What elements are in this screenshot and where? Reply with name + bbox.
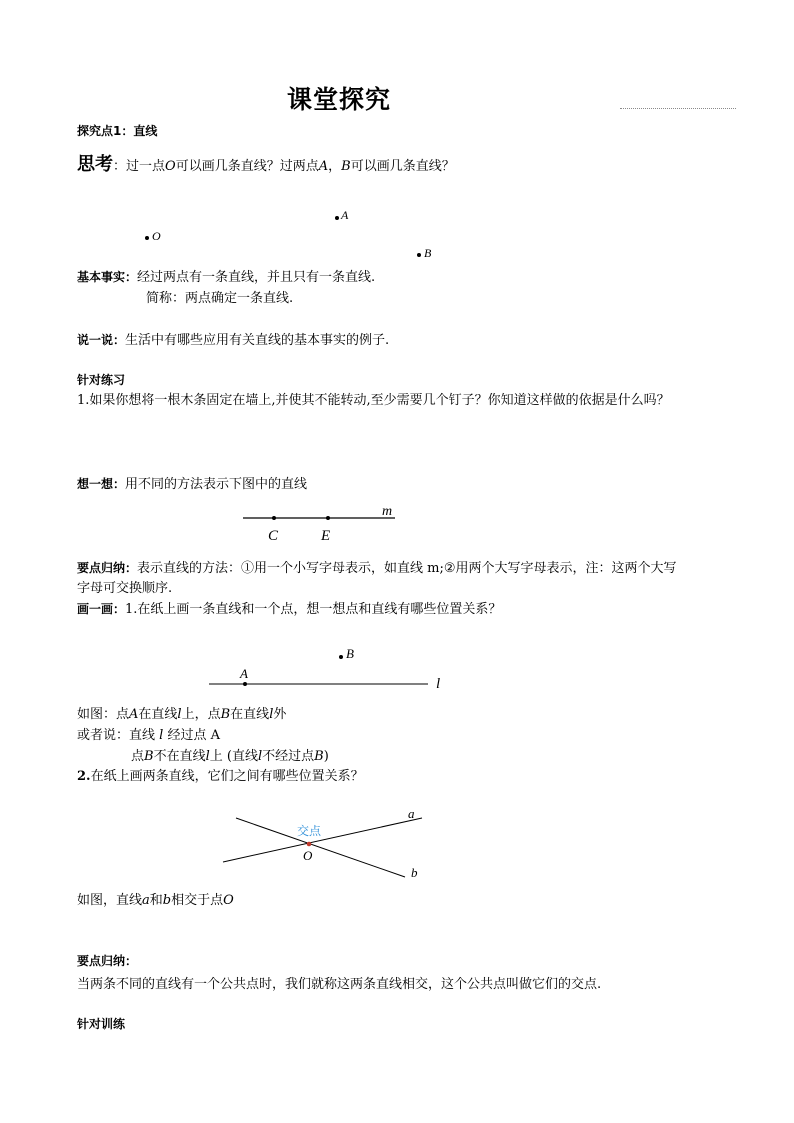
as-fig2-p1: 如图，直线	[77, 893, 143, 908]
line-m-label: m	[382, 504, 393, 519]
summary-1-label: 要点归纳：	[77, 561, 138, 575]
line-a-label: a	[408, 806, 415, 821]
page-title: 课堂探究	[287, 85, 392, 114]
point-c-label: C	[268, 528, 279, 544]
point-a-on-line-label: A	[240, 666, 248, 681]
as-fig-p1: 如图：点	[77, 707, 130, 722]
training-heading: 针对训练	[77, 1017, 126, 1031]
or-say-p4: 不在直线	[153, 749, 206, 764]
think-point-b: B	[341, 159, 351, 174]
practice-question-1: 1.如果你想将一根木条固定在墙上,并使其不能转动,至少需要几个钉子？你知道这样做的依据是什么吗？	[77, 393, 670, 408]
think-point-a: A	[318, 159, 329, 174]
as-fig-a: A	[129, 707, 139, 722]
or-say-p6: 不经过点	[262, 749, 315, 764]
or-say-l3: l	[257, 749, 263, 764]
intersection-label: 交点	[297, 824, 322, 838]
or-say-l: l	[159, 728, 164, 743]
think-text-3: 可以画几条直线？	[350, 159, 455, 174]
point-b-label: B	[424, 246, 432, 260]
or-say-p3: 点	[131, 749, 145, 764]
think-comma: ，	[328, 159, 342, 174]
practice-heading: 针对练习	[77, 373, 126, 387]
or-say-p7: )	[323, 749, 329, 764]
want-label: 想一想：	[77, 477, 126, 491]
point-o-intersection-label: O	[303, 848, 313, 863]
as-fig-p3: 上，点	[181, 707, 221, 722]
as-fig2-o: O	[223, 893, 234, 908]
as-fig-l2: l	[269, 707, 274, 722]
draw-question-1: 1.在纸上画一条直线和一个点，想一想点和直线有哪些位置关系？	[125, 602, 502, 617]
fact-short: 简称：两点确定一条直线.	[146, 291, 294, 306]
as-fig-l1: l	[177, 707, 182, 722]
as-fig2-b: b	[162, 893, 172, 908]
say-text: 生活中有哪些应用有关直线的基本事实的例子.	[125, 333, 390, 348]
intersection-dot	[307, 842, 312, 847]
point-o-label: O	[152, 229, 161, 243]
fact-label: 基本事实：	[77, 270, 138, 284]
summary-2-text: 当两条不同的直线有一个公共点时，我们就称这两条直线相交，这个公共点叫做它们的交点.	[77, 977, 602, 992]
q2-text: 在纸上画两条直线，它们之间有哪些位置关系？	[90, 769, 364, 784]
point-e-label: E	[321, 528, 331, 544]
draw-label: 画一画：	[77, 602, 126, 616]
or-say-b2: B	[314, 749, 324, 764]
as-fig2-a: a	[142, 893, 150, 908]
think-text-2: 可以画几条直线？过两点	[175, 159, 319, 174]
want-text: 用不同的方法表示下图中的直线	[125, 477, 308, 492]
think-colon: ：	[113, 159, 127, 174]
summary-1-line-1: 表示直线的方法：①用一个小写字母表示，如直线 m;②用两个大写字母表示，注：这两个大写	[137, 561, 677, 576]
fact-text: 经过两点有一条直线，并且只有一条直线.	[137, 270, 376, 285]
or-say-p2: 经过点 A	[167, 728, 220, 743]
as-fig-p2: 在直线	[138, 707, 178, 722]
or-say-p5: 上 (直线	[209, 749, 258, 764]
as-fig-b: B	[220, 707, 231, 722]
section-heading: 探究点1：直线	[77, 124, 158, 138]
or-say-b: B	[144, 749, 154, 764]
think-text-1: 过一点	[126, 159, 166, 174]
line-l-label: l	[436, 676, 441, 692]
or-say-l2: l	[205, 749, 210, 764]
as-figure-2-text	[77, 889, 234, 908]
summary-2-label: 要点归纳：	[77, 954, 138, 968]
point-a-label: A	[341, 208, 349, 222]
line-b-label: b	[411, 865, 418, 880]
think-point-o: O	[165, 159, 176, 174]
q2-number: 2.	[77, 769, 91, 784]
or-say-p1: 或者说：直线	[77, 728, 156, 743]
think-label: 思考	[77, 154, 113, 175]
summary-1-line-2: 字母可交换顺序.	[77, 581, 173, 596]
say-label: 说一说：	[77, 333, 126, 347]
as-fig2-p2: 和	[149, 893, 163, 908]
line-a	[223, 818, 422, 862]
as-fig2-p3: 相交于点	[171, 893, 224, 908]
point-b-off-line-label: B	[346, 646, 354, 661]
as-fig-p5: 外	[273, 707, 287, 722]
as-fig-p4: 在直线	[230, 707, 270, 722]
